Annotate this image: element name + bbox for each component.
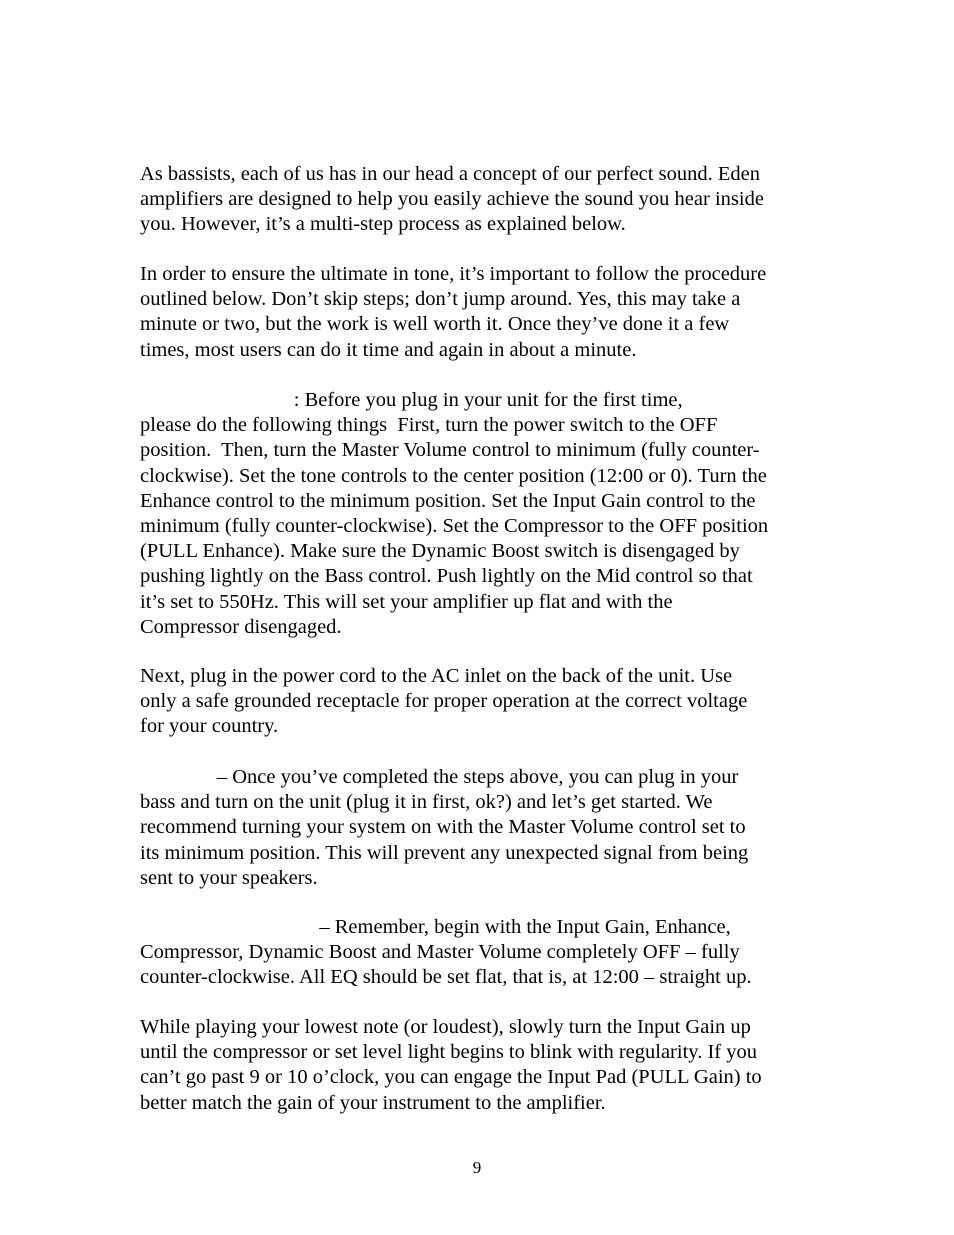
- text-line: As bassists, each of us has in our head a concept of our perfect sound. Eden: [140, 163, 760, 185]
- text-line: sent to your speakers.: [140, 866, 318, 889]
- text-line: bass and turn on the unit (plug it in first, ok?) and let’s get started. We: [140, 791, 713, 814]
- text-line: Next, plug in the power cord to the AC inlet on the back of the unit. Use: [140, 665, 733, 687]
- paragraph-before-plug-in: [140, 388, 820, 640]
- text-line: only a safe grounded receptacle for proper operation at the correct voltage: [140, 690, 748, 713]
- text-line: Enhance control to the minimum position. Set the Input Gain control to the: [140, 489, 756, 512]
- page-number: 9: [472, 1158, 482, 1177]
- text-line: – Remember, begin with the Input Gain, Enhance,: [140, 916, 731, 938]
- text-line: better match the gain of your instrument to the amplifier.: [140, 1091, 606, 1114]
- text-line: clockwise). Set the tone controls to the center position (12:00 or 0). Turn the: [140, 464, 767, 487]
- text-line: times, most users can do it time and again in about a minute.: [140, 338, 637, 361]
- text-line: recommend turning your system on with the Master Volume control set to: [140, 816, 746, 839]
- text-line: In order to ensure the ultimate in tone, it’s important to follow the procedure: [140, 263, 767, 285]
- text-line: for your country.: [140, 715, 279, 738]
- paragraph-power-on: [140, 765, 820, 891]
- text-line: position. Then, turn the Master Volume control to minimum (fully counter-: [140, 439, 760, 462]
- text-line: (PULL Enhance). Make sure the Dynamic Boost switch is disengaged by: [140, 540, 740, 563]
- paragraph-procedure: [140, 262, 820, 363]
- text-line: minute or two, but the work is well worth it. Once they’ve done it a few: [140, 313, 730, 336]
- text-line: minimum (fully counter-clockwise). Set the Compressor to the OFF position: [140, 514, 769, 537]
- paragraph-remember: [140, 915, 820, 991]
- text-line: : Before you plug in your unit for the first time,: [140, 389, 683, 411]
- text-line: outlined below. Don’t skip steps; don’t jump around. Yes, this may take a: [140, 288, 741, 311]
- text-line: amplifiers are designed to help you easily achieve the sound you hear inside: [140, 188, 764, 211]
- text-line: until the compressor or set level light begins to blink with regularity. If you: [140, 1041, 757, 1064]
- text-line: it’s set to 550Hz. This will set your amplifier up flat and with the: [140, 590, 673, 613]
- text-line: – Once you’ve completed the steps above, you can plug in your: [140, 766, 739, 788]
- text-line: Compressor disengaged.: [140, 615, 342, 638]
- paragraph-power-cord: [140, 664, 820, 740]
- text-line: While playing your lowest note (or loudest), slowly turn the Input Gain up: [140, 1016, 751, 1038]
- text-line: you. However, it’s a multi-step process as explained below.: [140, 213, 626, 236]
- text-line: pushing lightly on the Bass control. Push lightly on the Mid control so that: [140, 565, 753, 588]
- text-line: counter-clockwise. All EQ should be set flat, that is, at 12:00 – straight up.: [140, 966, 752, 989]
- text-line: its minimum position. This will prevent any unexpected signal from being: [140, 841, 749, 864]
- paragraph-input-gain: [140, 1015, 820, 1116]
- text-line: can’t go past 9 or 10 o’clock, you can engage the Input Pad (PULL Gain) to: [140, 1066, 762, 1089]
- paragraph-intro: [140, 162, 820, 238]
- text-line: please do the following things First, turn the power switch to the OFF: [140, 414, 718, 437]
- text-line: Compressor, Dynamic Boost and Master Volume completely OFF – fully: [140, 941, 740, 964]
